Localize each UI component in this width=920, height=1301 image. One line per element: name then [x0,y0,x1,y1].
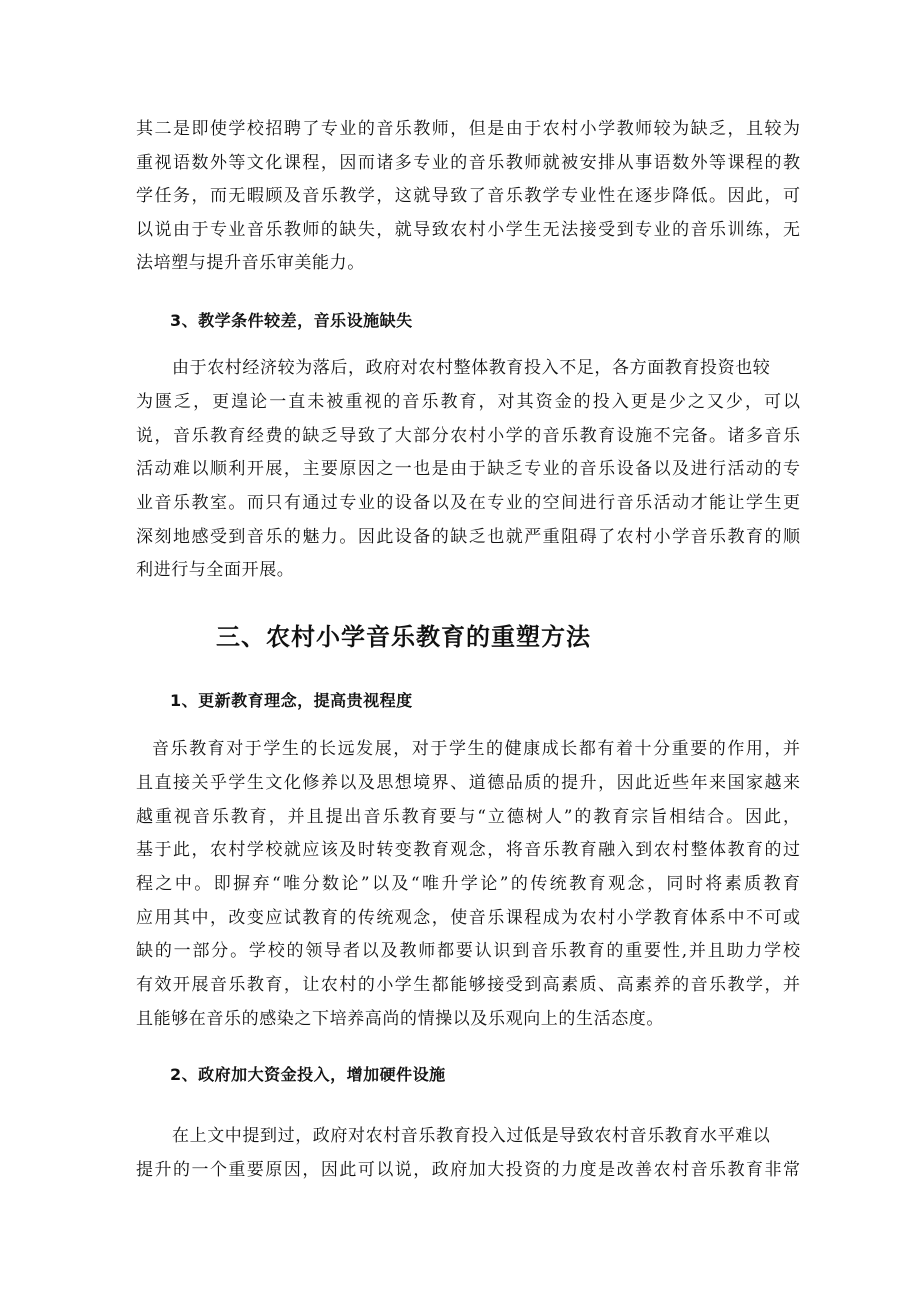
paragraph-line: 深刻地感受到音乐的魅力。因此设备的缺乏也就严重阻碍了农村小学音乐教育的顺 [136,527,800,547]
paragraph-line: 应用其中，改变应试教育的传统观念，使音乐课程成为农村小学教育体系中不可或 [136,908,800,928]
paragraph-line: 缺的一部分。学校的领导者以及教师都要认识到音乐教育的重要性,并且助力学校 [136,941,800,961]
paragraph-line: 学任务，而无暇顾及音乐教学，这就导致了音乐教学专业性在逐步降低。因此，可 [136,186,800,206]
paragraph-line: 其二是即使学校招聘了专业的音乐教师，但是由于农村小学教师较为缺乏，且较为 [136,119,800,139]
paragraph-line: 以说由于专业音乐教师的缺失，就导致农村小学生无法接受到专业的音乐训练，无 [136,220,800,240]
subheading-1: 1、更新教育理念，提高贵视程度 [170,691,413,710]
paragraph-line: 有效开展音乐教育，让农村的小学生都能够接受到高素质、高素养的音乐教学，并 [136,975,800,995]
paragraph-line: 音乐教育对于学生的长远发展，对于学生的健康成长都有着十分重要的作用，并 [152,739,800,759]
paragraph-line: 越重视音乐教育，并且提出音乐教育要与“立德树人”的教育宗旨相结合。因此， [136,807,800,827]
paragraph-line: 且能够在音乐的感染之下培养高尚的情操以及乐观向上的生活态度。 [136,1009,664,1029]
paragraph-line: 为匮乏，更遑论一直未被重视的音乐教育，对其资金的投入更是少之又少，可以 [136,392,800,412]
paragraph-line: 业音乐教室。而只有通过专业的设备以及在专业的空间进行音乐活动才能让学生更 [136,493,800,513]
paragraph-line: 说，音乐教育经费的缺乏导致了大部分农村小学的音乐教育设施不完备。诸多音乐 [136,426,800,446]
subheading-3: 3、教学条件较差，音乐设施缺失 [170,311,413,330]
paragraph-line: 活动难以顺利开展，主要原因之一也是由于缺乏专业的音乐设备以及进行活动的专 [136,459,800,479]
paragraph-line: 重视语数外等文化课程，因而诸多专业的音乐教师就被安排从事语数外等课程的教 [136,153,800,173]
paragraph-line: 在上文中提到过，政府对农村音乐教育投入过低是导致农村音乐教育水平难以 [172,1126,771,1146]
paragraph-line: 基于此，农村学校就应该及时转变教育观念，将音乐教育融入到农村整体教育的过 [136,840,800,860]
paragraph-line: 法培塑与提升音乐审美能力。 [136,253,365,273]
subheading-2: 2、政府加大资金投入，增加硬件设施 [170,1065,446,1084]
section-title: 三、农村小学音乐教育的重塑方法 [216,623,591,651]
paragraph-line: 由于农村经济较为落后，政府对农村整体教育投入不足，各方面教育投资也较 [172,358,771,378]
paragraph-line: 利进行与全面开展。 [136,560,295,580]
paragraph-line: 且直接关乎学生文化修养以及思想境界、道德品质的提升，因此近些年来国家越来 [136,773,800,793]
paragraph-line: 提升的一个重要原因，因此可以说，政府加大投资的力度是改善农村音乐教育非常 [136,1160,800,1180]
paragraph-line: 程之中。即摒弃“唯分数论”以及“唯升学论”的传统教育观念，同时将素质教育 [136,874,800,894]
